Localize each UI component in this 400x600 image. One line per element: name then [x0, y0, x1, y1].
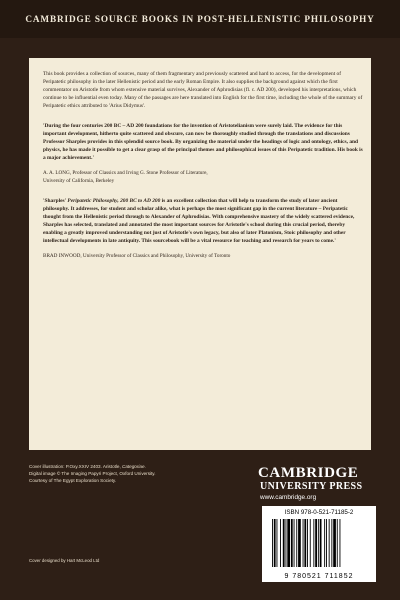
series-header: [0, 0, 400, 38]
book-description: This book provides a collection of sources, many of them fragmentary and previously scattered and hard to access, for the development of Peripatetic philosophy in the later Hellenistic period and the early Roman Empire. It also supplies the background against which the first commentator on Aristotle from whom extensive material survives, Alexander of Aphrodisias (fl. c. AD 200), developed his interpretations, which continue to be influential even today. Many of the passages are here translated into English for the first time, including the whole of the summary of Peripatetic ethics attributed to 'Arius Didymus'.: [43, 71, 363, 110]
review-quote-long: 'During the four centuries 200 BC – AD 200 foundations for the invention of Aristotelianism were surely laid. The evidence for this important development, hitherto quite scattered and obscure, can now be thoroughly studied through the translations and discussions Professor Sharples provides in this splendid source book. By organizing the material under the headings of logic and ontology, ethics, and physics, he has made it possible to get a clear grasp of the principal themes and philosophical issues of this Peripatetic tradition. His book is a major achievement.': [43, 123, 363, 162]
publisher-name: CAMBRIDGE: [258, 465, 359, 481]
quote-book-title: Peripatetic Philosophy, 200 BC to AD 200: [67, 198, 161, 205]
series-title: CAMBRIDGE SOURCE BOOKS IN POST-HELLENISTIC PHILOSOPHY: [25, 14, 375, 24]
barcode-icon: [270, 519, 368, 569]
blurb-content: [43, 70, 365, 260]
cover-credits: [29, 463, 229, 484]
barcode-box: [262, 506, 376, 582]
credit-punct: .: [144, 464, 146, 469]
publisher-sub: UNIVERSITY PRESS: [260, 481, 363, 492]
quote-rest: is an excellent collection that will help to transform the study of later ancient philosophy. It addresses, for student and scholar alike, what is perhaps the most significant gap in the current literature – Peripatetic thought from the Hellenistic period through to Alexander of Aphrodisias. With comprehensive mastery of the widely scattered evidence, Sharples has selected, translated and annotated the most important sources for Aristotle's school during this crucial period, thereby enabling a greatly improved understanding not just of Aristotle's own legacy, but also of later Platonism, Stoic philosophy and other intellectual developments in late antiquity. This sourcebook will be a vital resource for teaching and research for years to come.': [43, 198, 355, 245]
review-attribution-inwood: [43, 252, 365, 260]
review-quote-inwood: [43, 197, 365, 245]
credit-line-3: Courtesy of The Egypt Exploration Society.: [29, 478, 117, 483]
reviewer-affiliation-2: University of California, Berkeley: [43, 178, 115, 185]
reviewer-affiliation: , Professor of Classics and Irving G. Stone Professor of Literature,: [69, 170, 208, 177]
credit-line-1: [29, 463, 229, 470]
reviewer-name: BRAD INWOOD: [43, 253, 81, 260]
credit-title: Categoriae: [122, 464, 145, 469]
designer-credit: Cover designed by Hart McLeod Ltd: [29, 558, 100, 563]
credit-line-2: Digital image © The Imaging Papyri Project, Oxford University.: [29, 471, 156, 476]
credit-text: Cover illustration: P.Oxy.XXIV 2403. Aristotle,: [29, 464, 123, 469]
publisher-logo: [258, 466, 378, 502]
publisher-url: www.cambridge.org: [260, 494, 317, 501]
quote-open: 'Sharples': [43, 198, 68, 205]
reviewer-affiliation: , University Professor of Classics and Philosophy, University of Toronto: [80, 253, 231, 260]
isbn-label: ISBN 978-0-521-71185-2: [284, 509, 354, 516]
review-attribution-long: [43, 169, 365, 185]
reviewer-name: A. A. LONG: [43, 170, 70, 177]
barcode-digits: 9 780521 711852: [284, 573, 354, 580]
blurb-panel: [29, 58, 371, 450]
